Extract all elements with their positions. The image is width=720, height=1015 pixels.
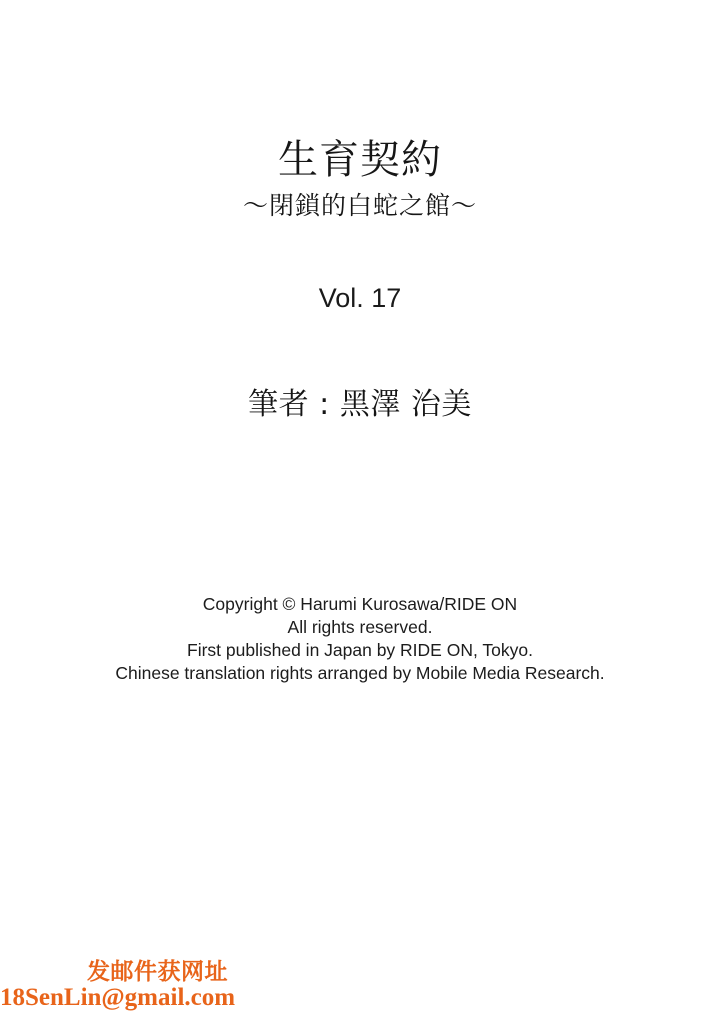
volume-label: Vol. 17 [318,283,402,313]
watermark-note: 发邮件获网址 [87,959,228,985]
copyright-line-3: First published in Japan by RIDE ON, Tokyo. [187,640,533,660]
author-line: 筆者 : 黑澤 治美 [248,387,472,422]
watermark-block [0,959,236,1011]
copyright-line-4: Chinese translation rights arranged by Mobile Media Research. [115,663,605,683]
watermark-email: 18SenLin@gmail.com [0,984,236,1011]
page-subtitle: ～閉鎖的白蛇之館～ [242,191,477,220]
copyright-line-1: Copyright © Harumi Kurosawa/RIDE ON [202,594,518,614]
copyright-block [0,593,720,685]
page-title: 生育契約 [278,137,442,183]
copyright-line-2: All rights reserved. [287,617,433,637]
